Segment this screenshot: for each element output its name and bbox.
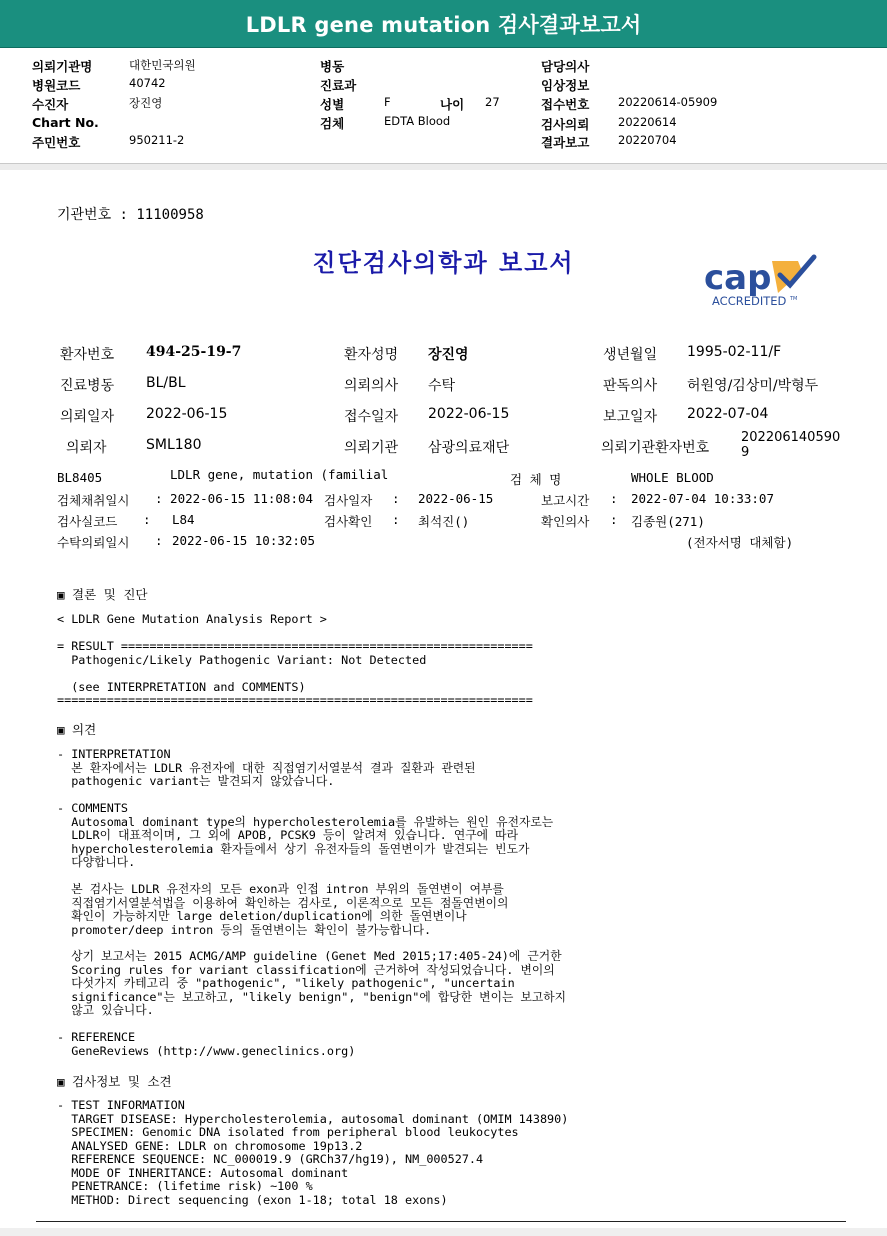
specimen-value: WHOLE BLOOD (631, 470, 714, 485)
detail-colon: : (155, 533, 163, 548)
detail-value: 2022-06-15 (418, 491, 494, 506)
patient-field-label: 판독의사 (603, 378, 658, 394)
meta-label: 진료과 (320, 78, 357, 93)
detail-colon: : 2022-06-15 11:08:04 (155, 491, 314, 506)
meta-label: 병원코드 (32, 78, 81, 93)
esign-note: (전자서명 대체함) (686, 535, 794, 550)
patient-field-value: 9 (741, 445, 750, 460)
patient-field-value: 삼광의료재단 (428, 440, 510, 456)
cap-logo-word: cap (704, 258, 772, 298)
detail-label: 검사일자 (324, 493, 373, 508)
section-divider (0, 163, 887, 170)
meta-label: 수진자 (32, 97, 69, 112)
specimen-label: 검 체 명 (510, 472, 562, 487)
detail-label: 검사실코드 (57, 514, 118, 529)
section-heading: ▣ 검사정보 및 소견 (57, 1074, 172, 1089)
report-title-bar (0, 0, 887, 48)
meta-label: 성별 (320, 97, 345, 112)
patient-field-label: 의뢰일자 (60, 409, 115, 425)
detail-value: L84 (172, 512, 195, 527)
patient-field-label: 접수일자 (344, 409, 399, 425)
page-bottom-rule (36, 1221, 846, 1222)
comments-text: 상기 보고서는 2015 ACMG/AMP guideline (Genet Med 2015;17:405-24)에 근거한 Scoring rules for variant classification에 근거하여 작성되었습니다. 변이의 다섯가지 카테고리 중 "pathogenic", "likely pathogenic", "uncertain significance"는 보고하고, "likely benign", "benign"에 합당한 변이는 보고하지 않고 있습니다. (71, 949, 567, 1017)
test-code: BL8405 (57, 470, 103, 485)
institution-number: 기관번호 : 11100958 (57, 207, 204, 223)
section-heading: ▣ 결론 및 진단 (57, 587, 148, 602)
detail-colon: : (392, 512, 400, 527)
patient-field-label: 보고일자 (603, 409, 658, 425)
meta-value: 대한민국의원 (129, 58, 196, 72)
meta-label: 병동 (320, 59, 345, 74)
patient-field-label: 환자성명 (344, 347, 399, 363)
patient-field-label: 의뢰기관 (344, 440, 399, 456)
report-page (0, 170, 887, 1236)
meta-value: 950211-2 (129, 133, 185, 147)
patient-field-value: 1995-02-11/F (687, 344, 782, 360)
detail-label: 검사확인 (324, 514, 373, 529)
patient-field-value: SML180 (146, 437, 202, 453)
detail-colon: : (392, 491, 400, 506)
meta-label: 검사의뢰 (541, 117, 590, 132)
test-name: LDLR gene, mutation (familial (170, 467, 389, 482)
meta-value: EDTA Blood (384, 114, 451, 128)
cap-logo-tm: TM (790, 296, 798, 302)
detail-label: 확인의사 (541, 514, 590, 529)
meta-label: Chart No. (32, 115, 99, 130)
patient-field-value: BL/BL (146, 375, 186, 391)
comments-text: 본 검사는 LDLR 유전자의 모든 exon과 인접 intron 부위의 돌연변이 여부를 직접염기서열분석법을 이용하여 확인하는 검사로, 이론적으로 모든 점돌연변이의 확인이 가능하지만 large deletion/duplication에 의한 돌연변이나 promoter/deep intron 등의 돌연변이는 확인이 불가능합니다. (71, 882, 509, 937)
meta-label: 담당의사 (541, 59, 590, 74)
meta-value: 장진영 (129, 96, 163, 110)
patient-field-label: 환자번호 (60, 347, 115, 363)
reference-text: - REFERENCE GeneReviews (http://www.geneclinics.org) (57, 1030, 356, 1058)
meta-label: 나이 (440, 97, 465, 112)
meta-value: 40742 (129, 76, 166, 90)
meta-label: 주민번호 (32, 135, 81, 150)
interpretation-text: - INTERPRETATION 본 환자에서는 LDLR 유전자에 대한 직접염기서열분석 결과 질환과 관련된 pathogenic variant는 발견되지 않았습니다. (57, 747, 476, 788)
patient-field-value: 허원영/김상미/박형두 (687, 378, 819, 394)
report-title: LDLR gene mutation 검사결과보고서 (245, 12, 642, 37)
meta-label: 결과보고 (541, 135, 590, 150)
meta-label: 검체 (320, 116, 345, 131)
detail-label: 검체채취일시 (57, 493, 130, 508)
patient-field-label: 의뢰의사 (344, 378, 399, 394)
cap-accredited-logo (702, 253, 818, 309)
detail-colon: : (610, 491, 618, 506)
patient-field-label: 생년월일 (603, 347, 658, 363)
detail-label: 수탁의뢰일시 (57, 535, 130, 550)
meta-value: 27 (485, 95, 500, 109)
result-block: < LDLR Gene Mutation Analysis Report > = RESULT ========================================================== Pathogenic/Likely Pathogenic Variant: Not Detected (see INTERPRETATION and COMMENTS) =================================================================== (57, 612, 533, 707)
document-title: 진단검사의학과 보고서 (312, 249, 575, 277)
patient-id: 494-25-19-7 (146, 344, 242, 360)
meta-label: 임상정보 (541, 78, 590, 93)
patient-name: 장진영 (428, 347, 469, 363)
detail-colon: : (143, 512, 151, 527)
meta-value: F (384, 95, 391, 109)
order-metadata (0, 48, 887, 163)
page-bottom-band (0, 1228, 887, 1236)
meta-value: 20220704 (618, 133, 677, 147)
test-information-text: - TEST INFORMATION TARGET DISEASE: Hypercholesterolemia, autosomal dominant (OMIM 143890) SPECIMEN: Genomic DNA isolated from peripheral blood leukocytes ANALYSED GENE: LDLR on chromosome 19p13.2 REFERENCE SEQUENCE: NC_000019.9 (GRCh37/hg19), NM_000527.4 MODE OF INHERITANCE: Autosomal dominant PENETRANCE: (lifetime risk) ~100 % METHOD: Direct sequencing (exon 1-18; total 18 exons) (57, 1098, 569, 1207)
patient-field-value: 202206140590 (741, 430, 841, 445)
patient-field-label: 의뢰기관환자번호 (601, 440, 710, 456)
section-heading: ▣ 의견 (57, 722, 97, 737)
detail-value: 최석진() (418, 514, 470, 529)
patient-field-label: 진료병동 (60, 378, 115, 394)
meta-value: 20220614 (618, 115, 677, 129)
detail-label: 보고시간 (541, 493, 590, 508)
patient-field-value: 2022-06-15 (428, 406, 510, 422)
detail-value: 김종원(271) (631, 514, 705, 529)
patient-field-value: 2022-06-15 (146, 406, 228, 422)
cap-logo-icon (702, 253, 818, 309)
meta-label: 접수번호 (541, 97, 590, 112)
patient-field-label: 의뢰자 (66, 440, 107, 456)
patient-field-value: 수탁 (428, 378, 456, 394)
comments-text: - COMMENTS Autosomal dominant type의 hypercholesterolemia를 유발하는 원인 유전자로는 LDLR이 대표적이며, 그 외에 APOB, PCSK9 등이 알려져 있습니다. 연구에 따라 hypercholesterolemia 환자들에서 상기 유전자들의 돌연변이가 발견되는 빈도가 다양합니다. (57, 801, 554, 869)
patient-field-value: 2022-07-04 (687, 406, 769, 422)
meta-label: 의뢰기관명 (32, 59, 93, 74)
cap-logo-sub: ACCREDITED (712, 294, 787, 308)
detail-value: 2022-07-04 10:33:07 (631, 491, 774, 506)
meta-value: 20220614-05909 (618, 95, 718, 109)
detail-value: 2022-06-15 10:32:05 (172, 533, 315, 548)
detail-colon: : (610, 512, 618, 527)
